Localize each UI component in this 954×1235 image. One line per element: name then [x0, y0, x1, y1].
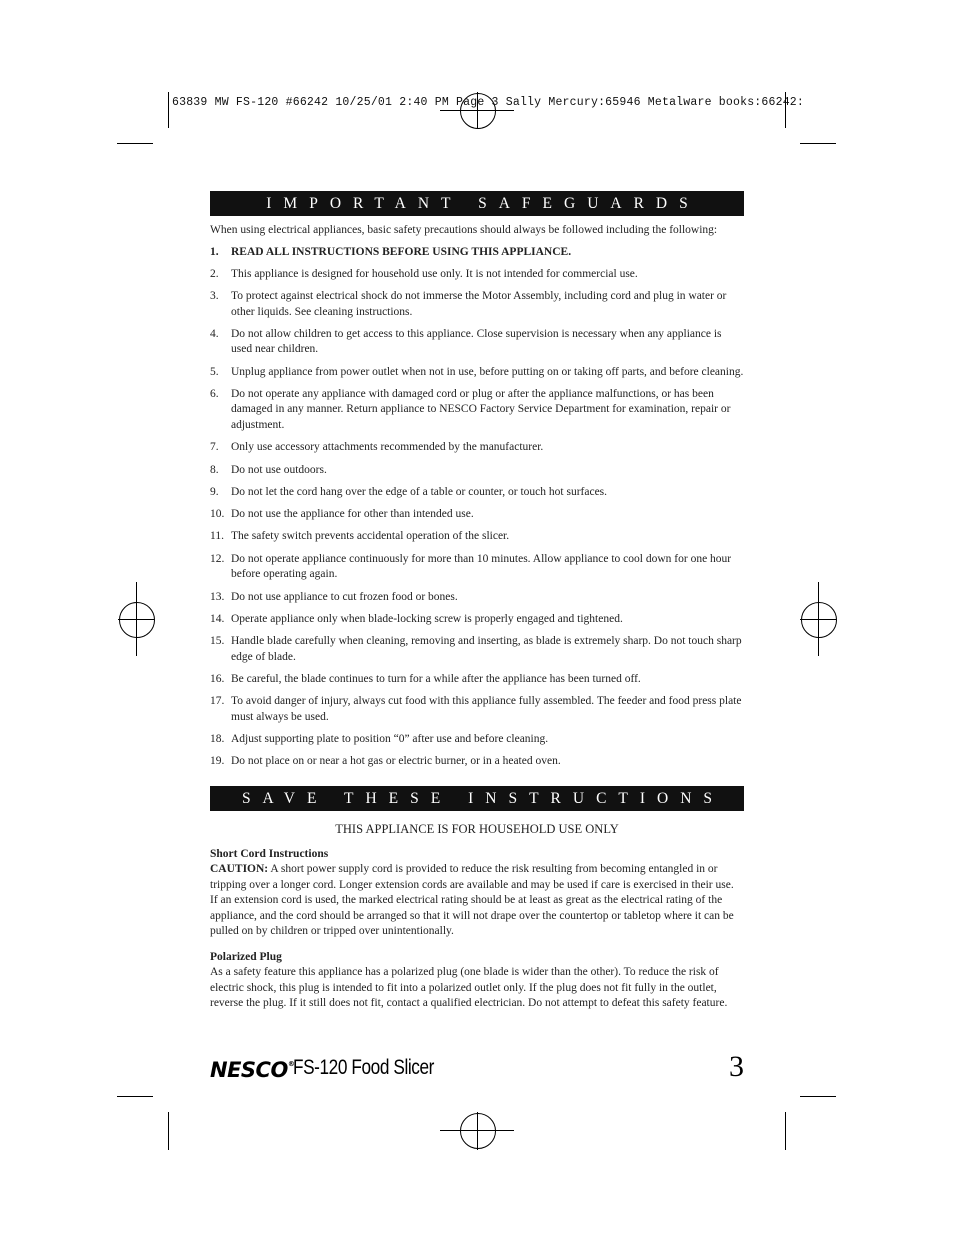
safeguard-text: Do not operate appliance continuously for more than 10 minutes. Allow appliance to cool down for one hour before operating again.	[231, 552, 732, 581]
safeguard-text: This appliance is designed for household use only. It is not intended for commercial use.	[231, 267, 638, 280]
safeguard-item	[210, 612, 744, 628]
page-number: 3	[729, 1050, 744, 1083]
safeguard-number: 8.	[210, 463, 219, 476]
safeguard-text: The safety switch prevents accidental operation of the slicer.	[231, 530, 510, 543]
safeguard-number: 4.	[210, 327, 219, 340]
household-use-notice: THIS APPLIANCE IS FOR HOUSEHOLD USE ONLY	[335, 821, 619, 836]
page-content	[210, 191, 744, 1012]
safeguard-text: Do not operate any appliance with damaged cord or plug or after the appliance malfunctions, or has been damaged in any manner. Return appliance to NESCO Factory Service Department for examination, repair or adjustment.	[231, 387, 731, 431]
safeguard-number: 16.	[210, 672, 225, 685]
safeguard-number: 14.	[210, 612, 225, 625]
save-instructions-heading: SAVE THESE INSTRUCTIONS	[210, 786, 744, 811]
safeguard-number: 1.	[210, 245, 219, 258]
crop-mark	[117, 143, 153, 144]
safeguard-item	[210, 440, 744, 456]
safeguard-number: 15.	[210, 635, 225, 648]
polarized-plug-text: As a safety feature this appliance has a polarized plug (one blade is wider than the other). To reduce the risk of electric shock, this plug is intended to fit into a polarized outlet only. If the plug does not fit fully in the outlet, reverse the plug. If it still does not fit, contact a qualified electrician. Do not attempt to defeat this safety feature.	[210, 966, 728, 1010]
polarized-plug-title: Polarized Plug	[210, 950, 282, 963]
safeguard-item	[210, 289, 744, 320]
safeguard-number: 10.	[210, 508, 225, 521]
safeguard-item	[210, 245, 744, 261]
safeguard-text: Do not allow children to get access to this appliance. Close supervision is necessary when any appliance is used near children.	[231, 327, 722, 356]
safeguard-item	[210, 267, 744, 283]
safeguard-number: 6.	[210, 387, 219, 400]
safeguard-text: To avoid danger of injury, always cut food with this appliance fully assembled. The feeder and food press plate must always be used.	[231, 695, 742, 723]
short-cord-body: A short power supply cord is provided to reduce the risk resulting from becoming entangled in or tripping over a longer cord. Longer extension cords are available and may be used if care is exercised in their use. If an extension cord is used, the marked electrical rating should be at least as great as the electrical rating of the appliance, and the cord should be arranged so that it will not drape over the countertop or tabletop where it can be pulled on by children or tripped over unintentionally.	[210, 863, 734, 938]
safeguard-item	[210, 590, 744, 606]
safeguard-text: Do not use outdoors.	[231, 463, 327, 476]
safeguard-item	[210, 634, 744, 665]
safeguard-item	[210, 485, 744, 501]
crop-mark	[800, 143, 836, 144]
crop-mark	[785, 1112, 786, 1150]
safeguard-number: 19.	[210, 755, 225, 768]
safeguard-number: 2.	[210, 267, 219, 280]
safeguard-text: Only use accessory attachments recommended by the manufacturer.	[231, 441, 544, 454]
safeguard-item	[210, 694, 744, 725]
safeguard-item	[210, 529, 744, 545]
nesco-logo: NESCO®	[210, 1058, 295, 1082]
safeguard-text: Do not place on or near a hot gas or electric burner, or in a heated oven.	[231, 755, 561, 768]
printer-slug: 63839 MW FS-120 #66242 10/25/01 2:40 PM Page 3 Sally Mercury:65946 Metalware books:66242:	[172, 96, 804, 109]
safeguards-list	[210, 245, 744, 770]
safeguard-number: 13.	[210, 590, 225, 603]
safeguard-item	[210, 507, 744, 523]
safeguard-text: READ ALL INSTRUCTIONS BEFORE USING THIS APPLIANCE.	[231, 245, 572, 258]
safeguard-number: 3.	[210, 290, 219, 303]
safeguard-text: To protect against electrical shock do not immerse the Motor Assembly, including cord and plug in water or other liquids. See cleaning instructions.	[231, 290, 727, 318]
safeguard-text: Unplug appliance from power outlet when not in use, before putting on or taking off parts, and before cleaning.	[231, 365, 744, 378]
crop-mark	[117, 1096, 153, 1097]
safeguard-item	[210, 327, 744, 358]
safeguard-item	[210, 732, 744, 748]
safeguard-item	[210, 754, 744, 770]
page-footer	[210, 1052, 744, 1086]
crop-mark	[168, 92, 169, 128]
safeguard-number: 7.	[210, 441, 219, 454]
safeguard-number: 9.	[210, 485, 219, 498]
important-safeguards-heading: IMPORTANT SAFEGUARDS	[210, 191, 744, 216]
safeguard-text: Handle blade carefully when cleaning, removing and inserting, as blade is extremely sharp. Do not touch sharp edge of blade.	[231, 635, 742, 663]
safeguard-text: Do not let the cord hang over the edge of a table or counter, or touch hot surfaces.	[231, 485, 608, 498]
safeguard-item	[210, 365, 744, 381]
crop-mark	[800, 1096, 836, 1097]
crop-mark	[168, 1112, 169, 1150]
safeguard-number: 11.	[210, 530, 224, 543]
safeguard-item	[210, 552, 744, 583]
short-cord-text	[210, 862, 744, 940]
safeguard-item	[210, 463, 744, 479]
safeguard-text: Do not use appliance to cut frozen food or bones.	[231, 590, 458, 603]
safeguard-text: Do not use the appliance for other than intended use.	[231, 508, 474, 521]
safeguard-text: Be careful, the blade continues to turn for a while after the appliance has been turned off.	[231, 672, 641, 685]
safeguard-number: 17.	[210, 695, 225, 708]
safeguard-item	[210, 387, 744, 434]
caution-label: CAUTION:	[210, 863, 269, 876]
short-cord-title: Short Cord Instructions	[210, 847, 329, 860]
safeguard-text: Adjust supporting plate to position “0” after use and before cleaning.	[231, 733, 549, 746]
safeguard-text: Operate appliance only when blade-locking screw is properly engaged and tightened.	[231, 612, 623, 625]
product-name: FS-120 Food Slicer	[293, 1056, 434, 1079]
safeguards-intro: When using electrical appliances, basic safety precautions should always be followed including the following:	[210, 224, 718, 236]
safeguard-number: 18.	[210, 733, 225, 746]
safeguard-number: 12.	[210, 552, 225, 565]
safeguard-item	[210, 672, 744, 688]
safeguard-number: 5.	[210, 365, 219, 378]
